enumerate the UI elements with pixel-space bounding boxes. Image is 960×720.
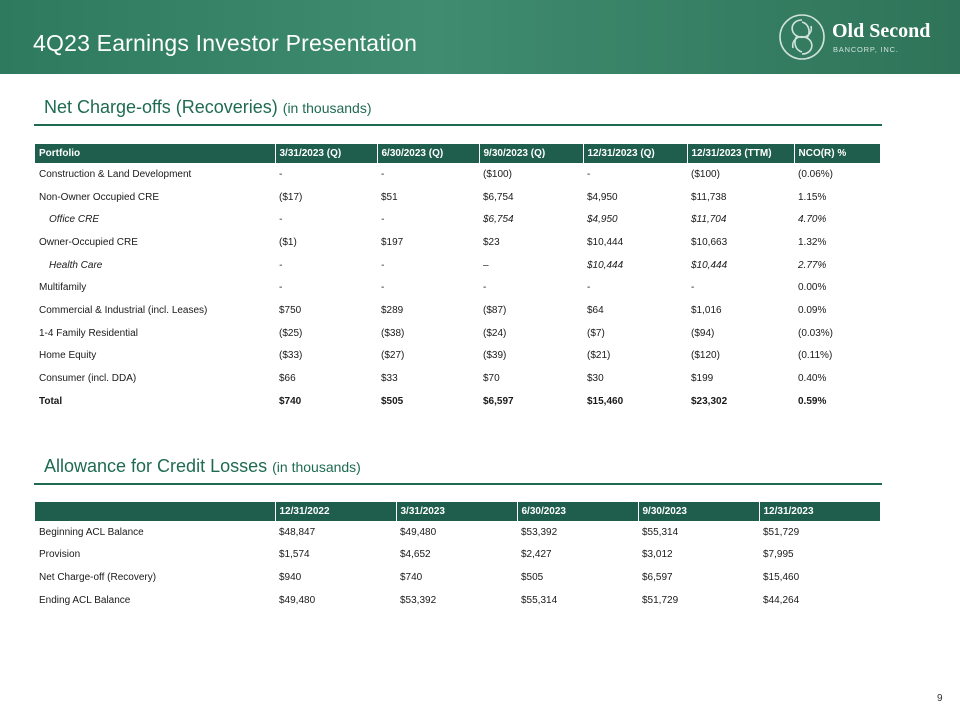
nco-row-label: Health Care [49, 259, 103, 271]
nco-cell: $33 [381, 373, 398, 385]
acl-table-row [35, 566, 880, 589]
nco-column-header: Portfolio [35, 144, 275, 163]
acl-cell: $505 [521, 571, 544, 583]
acl-cell: $940 [279, 571, 302, 583]
nco-cell: - [483, 282, 487, 294]
nco-cell: $4,950 [587, 214, 618, 226]
nco-cell: 0.09% [798, 304, 827, 316]
nco-cell: - [587, 282, 591, 294]
acl-row-label: Provision [39, 549, 81, 561]
nco-cell: 1.15% [798, 191, 827, 203]
nco-cell: $11,738 [691, 191, 727, 203]
acl-column-header: 12/31/2023 [759, 502, 880, 521]
acl-cell: $55,314 [521, 594, 558, 606]
acl-cell: $44,264 [763, 594, 800, 606]
nco-cell: $197 [381, 236, 404, 248]
nco-table-row [35, 367, 880, 390]
nco-cell: $1,016 [691, 304, 722, 316]
nco-cell: - [381, 282, 385, 294]
acl-cell: $6,597 [642, 571, 673, 583]
logo-subtitle: BANCORP, INC. [833, 45, 899, 54]
nco-table-row [35, 322, 880, 345]
nco-cell: $64 [587, 304, 604, 316]
nco-column-header: 12/31/2023 (Q) [583, 144, 687, 163]
acl-title-text: Allowance for Credit Losses [44, 456, 268, 476]
nco-cell: - [381, 259, 385, 271]
nco-cell: $6,597 [483, 395, 514, 407]
nco-column-header: 6/30/2023 (Q) [377, 144, 479, 163]
nco-cell: $10,444 [691, 259, 728, 271]
nco-cell: ($7) [587, 327, 605, 339]
nco-cell: 1.32% [798, 236, 827, 248]
nco-table-row [35, 186, 880, 209]
acl-cell: $48,847 [279, 526, 316, 538]
nco-cell: $66 [279, 373, 296, 385]
acl-table-header [35, 502, 880, 521]
nco-cell: 0.59% [798, 395, 827, 407]
acl-cell: $53,392 [521, 526, 558, 538]
nco-title-text: Net Charge-offs (Recoveries) [44, 97, 278, 117]
nco-table-row [35, 345, 880, 368]
nco-row-label: Owner-Occupied CRE [39, 236, 138, 248]
nco-title-unit: (in thousands) [282, 100, 372, 116]
nco-cell: - [279, 282, 283, 294]
acl-table [35, 502, 880, 611]
nco-cell: - [691, 282, 695, 294]
nco-cell: ($21) [587, 350, 611, 362]
nco-table-row [35, 208, 880, 231]
acl-cell: $49,480 [279, 594, 316, 606]
nco-section-title [44, 97, 372, 118]
acl-column-header: 9/30/2023 [638, 502, 759, 521]
header-bar [0, 0, 960, 74]
acl-cell: $1,574 [279, 549, 310, 561]
nco-cell: $11,704 [691, 214, 727, 226]
nco-cell: $6,754 [483, 214, 514, 226]
acl-cell: $740 [400, 571, 423, 583]
nco-table [35, 144, 880, 413]
acl-cell: $4,652 [400, 549, 431, 561]
nco-table-row [35, 299, 880, 322]
nco-table-row [35, 390, 880, 413]
nco-cell: $23,302 [691, 395, 728, 407]
nco-table-row [35, 254, 880, 277]
nco-cell: 0.00% [798, 282, 827, 294]
acl-row-label: Beginning ACL Balance [39, 526, 144, 538]
nco-cell: $289 [381, 304, 404, 316]
logo-name: Old Second [832, 20, 931, 42]
nco-table-header [35, 144, 880, 163]
nco-cell: - [381, 168, 385, 180]
nco-cell: $30 [587, 373, 604, 385]
nco-cell: ($120) [691, 350, 720, 362]
nco-cell: ($25) [279, 327, 303, 339]
nco-row-label: Construction & Land Development [39, 168, 192, 180]
nco-cell: ($1) [279, 236, 297, 248]
nco-cell: - [279, 214, 283, 226]
page-number: 9 [937, 693, 943, 704]
nco-cell: (0.06%) [798, 168, 834, 180]
acl-cell: $51,729 [642, 594, 679, 606]
nco-cell: ($100) [691, 168, 720, 180]
nco-cell: $199 [691, 373, 714, 385]
acl-section-title [44, 456, 361, 477]
nco-cell: ($94) [691, 327, 715, 339]
acl-cell: $53,392 [400, 594, 437, 606]
nco-cell: - [279, 168, 283, 180]
nco-cell: (0.03%) [798, 327, 834, 339]
nco-cell: $23 [483, 236, 500, 248]
acl-column-header [35, 502, 275, 521]
nco-cell: 2.77% [798, 259, 827, 271]
acl-row-label: Net Charge-off (Recovery) [39, 571, 157, 583]
nco-cell: - [279, 259, 283, 271]
acl-column-header: 3/31/2023 [396, 502, 517, 521]
nco-cell: $10,444 [587, 236, 624, 248]
nco-cell: $740 [279, 395, 302, 407]
acl-table-row [35, 589, 880, 612]
nco-cell: – [483, 259, 489, 271]
nco-row-label: Multifamily [39, 282, 87, 294]
nco-cell: ($39) [483, 350, 507, 362]
nco-cell: - [587, 168, 591, 180]
nco-cell: $6,754 [483, 191, 514, 203]
nco-cell: $15,460 [587, 395, 624, 407]
acl-column-header: 12/31/2022 [275, 502, 396, 521]
nco-cell: $505 [381, 395, 404, 407]
nco-row-label: Home Equity [39, 350, 97, 362]
nco-row-label: Consumer (incl. DDA) [39, 373, 137, 385]
nco-cell: ($87) [483, 304, 507, 316]
nco-row-label: Commercial & Industrial (incl. Leases) [39, 304, 208, 316]
nco-column-header: 12/31/2023 (TTM) [687, 144, 794, 163]
nco-cell: ($38) [381, 327, 405, 339]
nco-table-row [35, 276, 880, 299]
nco-cell: 4.70% [798, 214, 827, 226]
old-second-logo-icon [777, 12, 827, 62]
nco-row-label: Total [39, 395, 63, 407]
nco-column-header: 3/31/2023 (Q) [275, 144, 377, 163]
acl-row-label: Ending ACL Balance [39, 594, 131, 606]
acl-cell: $51,729 [763, 526, 800, 538]
nco-cell: $10,663 [691, 236, 728, 248]
acl-section-rule [34, 483, 882, 485]
nco-cell: $10,444 [587, 259, 624, 271]
nco-table-row [35, 231, 880, 254]
presentation-title: 4Q23 Earnings Investor Presentation [33, 30, 418, 56]
acl-cell: $55,314 [642, 526, 679, 538]
nco-cell: - [381, 214, 385, 226]
nco-cell: ($27) [381, 350, 405, 362]
nco-row-label: Office CRE [49, 214, 100, 226]
nco-cell: ($17) [279, 191, 303, 203]
nco-row-label: 1-4 Family Residential [39, 327, 138, 339]
nco-cell: ($100) [483, 168, 512, 180]
acl-title-unit: (in thousands) [272, 459, 361, 475]
acl-cell: $2,427 [521, 549, 552, 561]
nco-cell: (0.11%) [798, 350, 833, 362]
acl-cell: $7,995 [763, 549, 794, 561]
acl-cell: $49,480 [400, 526, 437, 538]
nco-cell: $750 [279, 304, 302, 316]
acl-cell: $3,012 [642, 549, 673, 561]
nco-row-label: Non-Owner Occupied CRE [39, 191, 160, 203]
nco-section-rule [34, 124, 882, 126]
nco-column-header: 9/30/2023 (Q) [479, 144, 583, 163]
acl-table-row [35, 521, 880, 544]
acl-cell: $15,460 [763, 571, 800, 583]
acl-table-row [35, 544, 880, 567]
nco-cell: ($33) [279, 350, 303, 362]
nco-cell: ($24) [483, 327, 507, 339]
nco-table-row [35, 163, 880, 186]
nco-cell: $4,950 [587, 191, 618, 203]
nco-cell: $51 [381, 191, 398, 203]
nco-cell: $70 [483, 373, 500, 385]
acl-column-header: 6/30/2023 [517, 502, 638, 521]
nco-cell: 0.40% [798, 373, 827, 385]
nco-column-header: NCO(R) % [794, 144, 880, 163]
